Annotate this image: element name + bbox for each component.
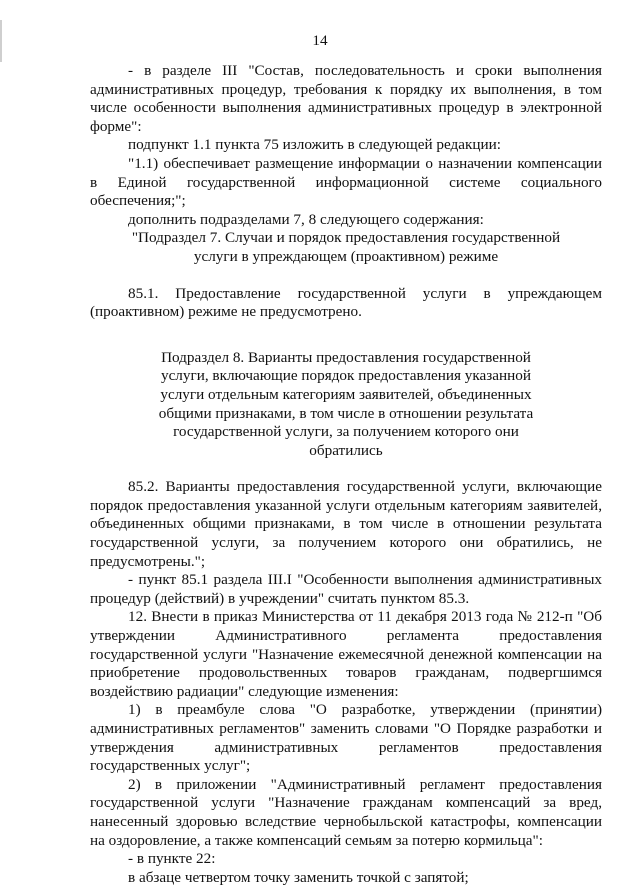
paragraph: в абзаце четвертом точку заменить точкой с запятой; [128, 868, 469, 886]
paragraph: - в пункте 22: [128, 850, 216, 868]
paragraph: 85.1. Предоставление государственной услуги в упреждающем (проактивном) режиме не предусмотрено. [90, 284, 602, 321]
page-number: 14 [312, 32, 328, 49]
paragraph: - пункт 85.1 раздела III.I "Особенности выполнения административных процедур (действий) в учреждении" считать пунктом 85.3. [90, 571, 602, 607]
paragraph: "1.1) обеспечивает размещение информации о назначении компенсации в Единой государственной информационной системе социального обеспечения;"; [90, 154, 602, 210]
paragraph: 1) в преамбуле слова "О разработке, утверждении (принятии) административных регламентов" заменить словами "О Порядке разработки и утверждения административных регламентов предоставления государственных услуг"; [90, 701, 602, 775]
paragraph: 12. Внести в приказ Министерства от 11 декабря 2013 года № 212-п "Об утверждении Административного регламента предоставления государственной услуги "Назначение ежемесячной денежной компенсации на приобретение продовольственных товаров гражданам, подвергшимся воздействию радиации" следующие изменения: [90, 608, 602, 700]
subsection-heading: "Подраздел 7. Случаи и порядок предоставления государственной услуги в упреждающем (проактивном) режиме [131, 229, 561, 265]
paragraph: - в разделе III "Состав, последовательность и сроки выполнения административных процедур, требования к порядку их выполнения, в том числе особенности выполнения административных процедур в электронной форме": [90, 62, 602, 135]
paragraph: 2) в приложении "Административный регламент предоставления государственной услуги "Назначение гражданам компенсаций за вред, нанесенный здоровью вследствие чернобыльской катастрофы, компенсации на оздоровление, а также компенсаций семьям за потерю кормильца": [90, 775, 602, 849]
subsection-heading: Подраздел 8. Варианты предоставления государственной услуги, включающие порядок предоставления указанной услуги отдельным категориям заявителей, объединенных общими признаками, в том числе в отношении результата государственной услуги, за получением которого они обратились [158, 348, 534, 459]
paragraph: дополнить подразделами 7, 8 следующего содержания: [128, 210, 484, 228]
paragraph: 85.2. Варианты предоставления государственной услуги, включающие порядок предоставления указанной услуги отдельным категориям заявителей, объединенных общими признаками, в том числе в отношении результата государственной услуги, за получением которого они обратились, не предусмотрены."; [90, 478, 602, 570]
document-body [90, 62, 602, 887]
paragraph: подпункт 1.1 пункта 75 изложить в следующей редакции: [128, 136, 501, 154]
